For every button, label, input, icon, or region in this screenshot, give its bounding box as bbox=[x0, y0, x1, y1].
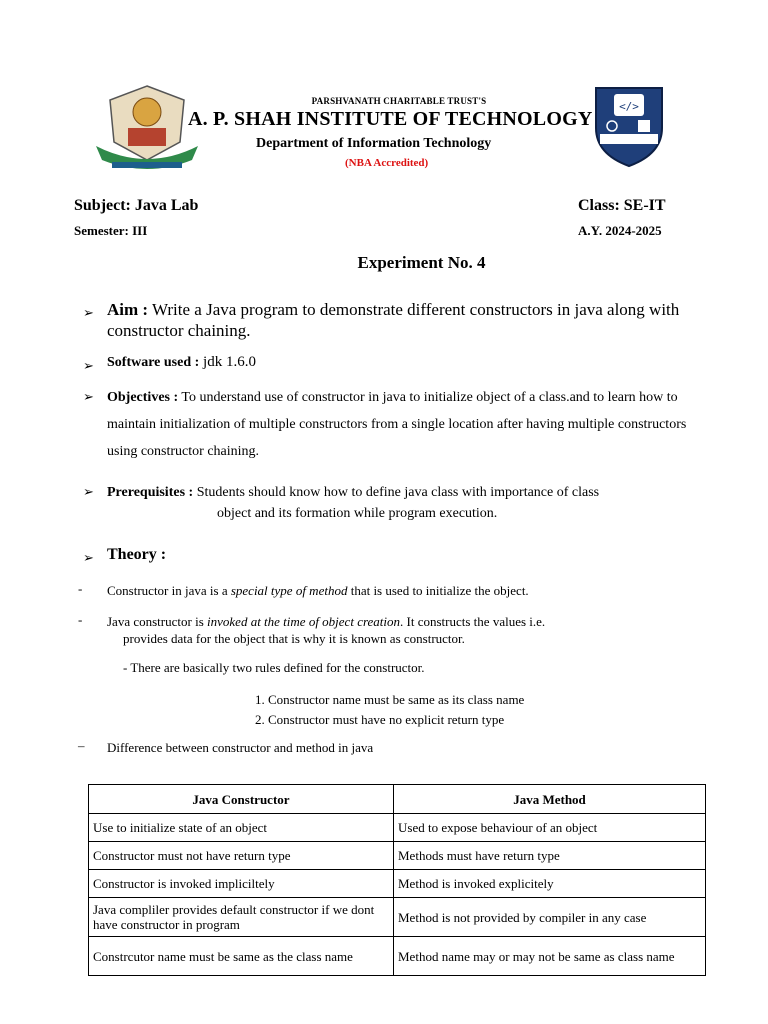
table-header: Java Method bbox=[394, 785, 706, 814]
table-header: Java Constructor bbox=[89, 785, 394, 814]
department-name: Department of Information Technology bbox=[256, 136, 492, 151]
objectives-section bbox=[107, 384, 707, 465]
it-department-shield-icon bbox=[590, 82, 668, 168]
aim-text: Write a Java program to demonstrate different constructors in java along with constructor chaining. bbox=[107, 300, 680, 340]
class-label: Class: SE-IT bbox=[578, 197, 666, 214]
table-row bbox=[89, 870, 706, 898]
bullet-arrow-icon: ➢ bbox=[83, 389, 94, 404]
theory-paragraph-2: Java constructor is invoked at the time of object creation. It constructs the values i.e. bbox=[107, 614, 546, 629]
table-cell: Method is not provided by compiler in any case bbox=[394, 898, 706, 937]
bullet-arrow-icon: ➢ bbox=[83, 358, 94, 373]
table-cell: Use to initialize state of an object bbox=[89, 814, 394, 842]
table-cell: Constructor must not have return type bbox=[89, 842, 394, 870]
rules-list bbox=[255, 690, 524, 730]
svg-text:</>: </> bbox=[619, 100, 639, 113]
dash-bullet: - bbox=[78, 581, 83, 596]
software-label: Software used : bbox=[107, 355, 200, 370]
table-cell: Method is invoked explicitely bbox=[394, 870, 706, 898]
bullet-arrow-icon: ➢ bbox=[83, 305, 94, 320]
table-row bbox=[89, 937, 706, 976]
dash-bullet: - bbox=[78, 612, 83, 627]
accreditation-label: (NBA Accredited) bbox=[345, 157, 429, 169]
subject-label: Subject: Java Lab bbox=[74, 197, 199, 214]
aim-label: Aim : bbox=[107, 300, 149, 319]
theory-rules-intro: - There are basically two rules defined for the constructor. bbox=[123, 660, 425, 675]
theory-paragraph-2-line2: provides data for the object that is why it is known as constructor. bbox=[123, 631, 465, 646]
table-header-row bbox=[89, 785, 706, 814]
bullet-arrow-icon: ➢ bbox=[83, 550, 94, 565]
software-text: jdk 1.6.0 bbox=[199, 354, 256, 370]
table-cell: Java compliler provides default constructor if we dont have constructor in program bbox=[89, 898, 394, 937]
semester-label: Semester: III bbox=[74, 223, 148, 238]
table-cell: Method name may or may not be same as class name bbox=[394, 937, 706, 976]
table-cell: Used to expose behaviour of an object bbox=[394, 814, 706, 842]
objectives-text: To understand use of constructor in java to initialize object of a class.and to learn how to maintain initialization of multiple constructors from a single location after having multiple constructors using constructor chaining. bbox=[107, 390, 687, 459]
experiment-title: Experiment No. 4 bbox=[357, 253, 486, 272]
software-section bbox=[107, 354, 256, 371]
table-cell: Constrcutor name must be same as the class name bbox=[89, 937, 394, 976]
list-item: 2. Constructor must have no explicit return type bbox=[255, 712, 505, 727]
prerequisites-text: Students should know how to define java class with importance of class bbox=[193, 485, 600, 500]
prerequisites-text-line2: object and its formation while program execution. bbox=[217, 506, 498, 521]
table-cell: Constructor is invoked impliciltely bbox=[89, 870, 394, 898]
dash-bullet: – bbox=[78, 738, 85, 753]
table-row bbox=[89, 814, 706, 842]
prerequisites-label: Prerequisites : bbox=[107, 485, 194, 500]
bullet-arrow-icon: ➢ bbox=[83, 484, 94, 499]
table-row bbox=[89, 898, 706, 937]
table-cell: Methods must have return type bbox=[394, 842, 706, 870]
theory-paragraph-4: Difference between constructor and method in java bbox=[107, 740, 374, 755]
aim-section bbox=[107, 299, 747, 341]
trust-name: PARSHVANATH CHARITABLE TRUST'S bbox=[311, 96, 487, 106]
table-row bbox=[89, 842, 706, 870]
list-item: 1. Constructor name must be same as its class name bbox=[255, 692, 525, 707]
objectives-label: Objectives : bbox=[107, 390, 179, 405]
comparison-table bbox=[88, 784, 706, 976]
institute-name: A. P. SHAH INSTITUTE OF TECHNOLOGY bbox=[188, 108, 593, 130]
academic-year-label: A.Y. 2024-2025 bbox=[578, 223, 662, 238]
theory-heading: Theory : bbox=[107, 546, 167, 563]
prerequisites-section bbox=[107, 479, 599, 506]
theory-paragraph-1: Constructor in java is a special type of method that is used to initialize the object. bbox=[107, 583, 529, 598]
